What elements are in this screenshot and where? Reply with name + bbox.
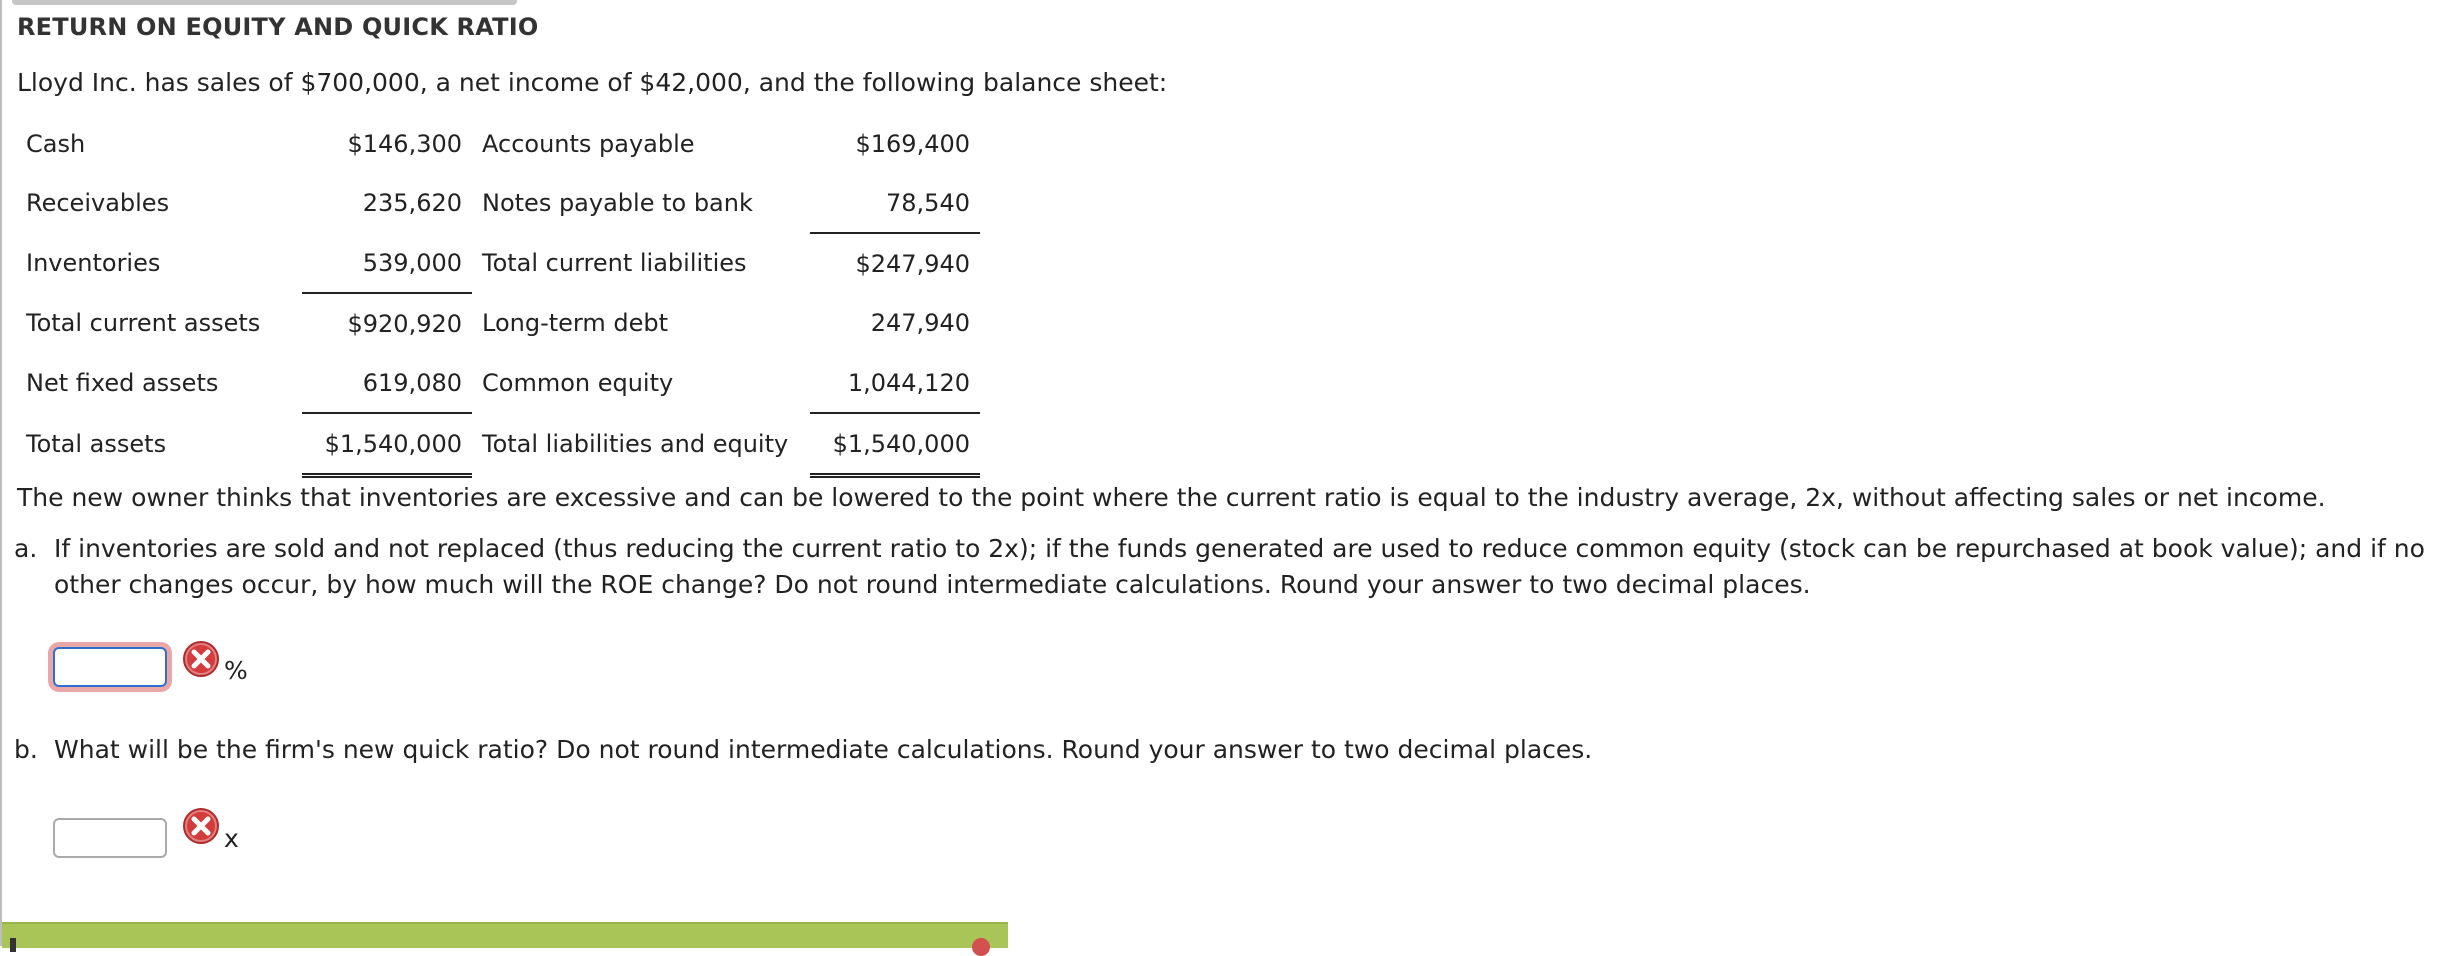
asset-value: $1,540,000 [302,413,472,476]
asset-label: Total assets [26,430,167,459]
asset-value: 539,000 [302,233,472,293]
table-row [16,413,980,476]
answer-a-unit: % [224,656,248,685]
problem-paragraph: The new owner thinks that inventories are excessive and can be lowered to the point where the current ratio is equal to the industry average, 2x, without affecting sales or net income. [17,483,2326,512]
asset-value: $146,300 [347,129,462,158]
liability-value: $1,540,000 [810,413,980,476]
question-a [14,531,2438,603]
liability-label: Notes payable to bank [482,189,753,217]
question-a-marker: a. [14,534,38,563]
question-b-text: What will be the firm's new quick ratio? Do not round intermediate calculations. Round your answer to two decimal places. [54,735,1593,764]
liability-label: Total current liabilities [482,249,747,277]
liability-label: Total liabilities and equity [482,430,789,459]
asset-value: 235,620 [362,189,462,217]
table-row [16,293,980,353]
asset-label: Inventories [26,249,161,277]
answer-b-unit: x [224,824,239,853]
grip-icon [10,938,16,952]
asset-label: Net fixed assets [26,369,219,397]
asset-value: 619,080 [302,353,472,413]
page-title: RETURN ON EQUITY AND QUICK RATIO [17,13,539,41]
liability-value: $247,940 [855,249,970,278]
liability-value: 1,044,120 [810,353,980,413]
table-row [16,173,980,233]
liability-value: 78,540 [810,173,980,233]
answer-b-input[interactable] [53,818,167,858]
feedback-panel-header[interactable] [2,922,1008,948]
table-row [16,233,980,293]
answer-a-input[interactable] [53,647,167,687]
question-b-marker: b. [14,735,38,764]
liability-label: Common equity [482,369,674,397]
table-row [16,353,980,413]
asset-label: Receivables [26,189,170,217]
incorrect-x-icon [181,639,221,679]
incorrect-x-icon [181,806,221,846]
question-b [14,735,1592,764]
balance-sheet-table [16,114,980,478]
table-row [16,114,980,173]
asset-label: Cash [26,129,86,158]
liability-label: Long-term debt [482,309,669,337]
liability-label: Accounts payable [482,129,695,158]
liability-value: 247,940 [870,309,970,337]
asset-label: Total current assets [26,309,261,337]
asset-value: $920,920 [347,309,462,338]
problem-intro: Lloyd Inc. has sales of $700,000, a net income of $42,000, and the following balance sheet: [17,68,1168,97]
liability-value: $169,400 [855,129,970,158]
question-a-text: If inventories are sold and not replaced (thus reducing the current ratio to 2x); if the funds generated are used to reduce common equity (stock can be repurchased at book value); and if no other changes occur, by how much will the ROE change? Do not round intermediate calculations. Round your answer to two decimal places. [54,534,2425,599]
scroll-handle[interactable] [12,0,517,5]
close-icon[interactable] [972,938,990,956]
